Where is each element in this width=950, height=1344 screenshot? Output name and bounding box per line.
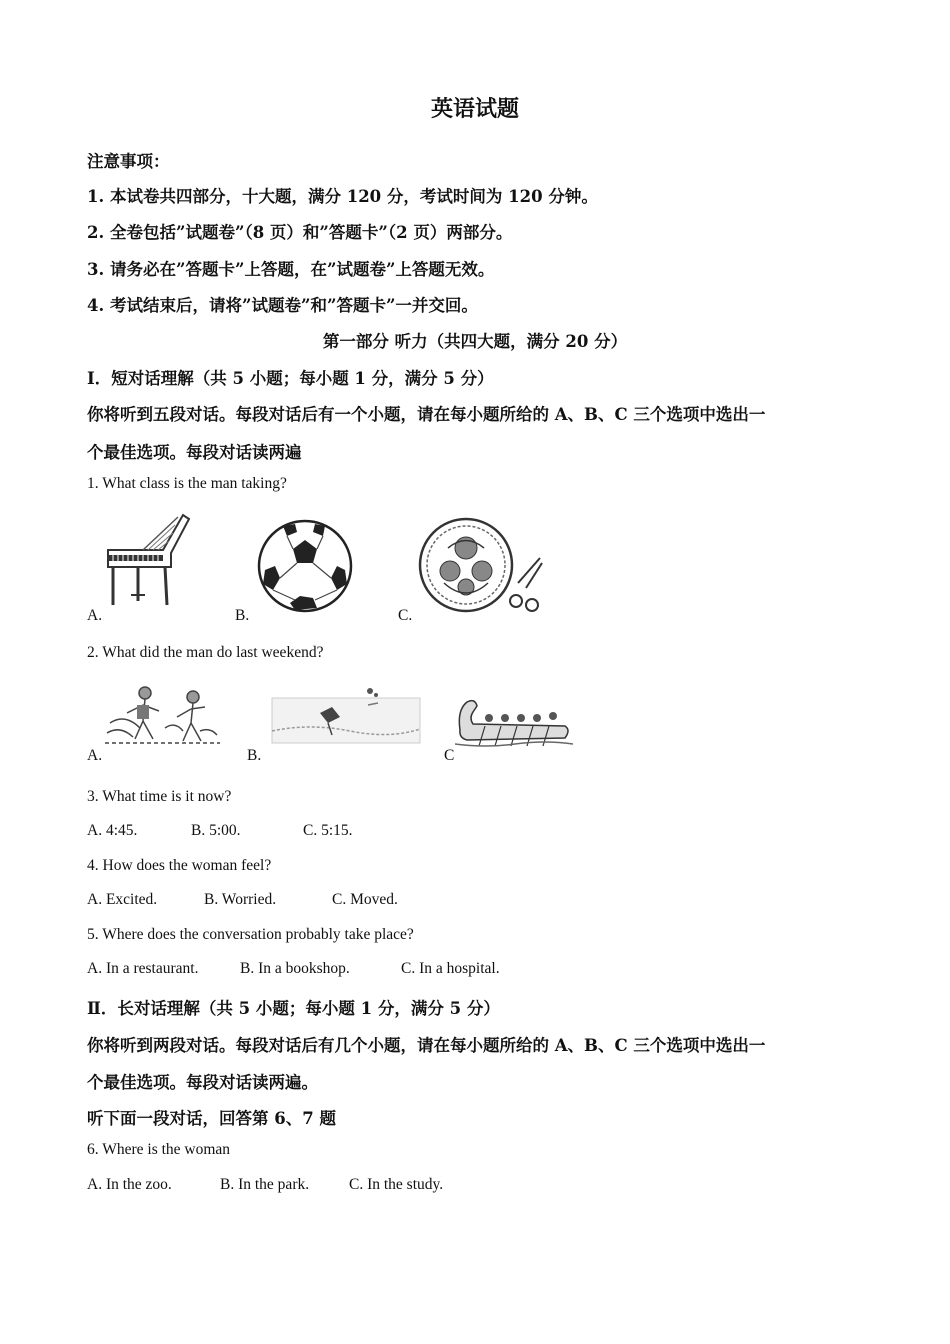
notice-item-3: 3. 请务必在”答题卡”上答题，在”试题卷”上答题无效。 <box>87 260 495 279</box>
q3-option-b[interactable]: B. 5:00. <box>191 822 241 839</box>
section2-sub-heading: 听下面一段对话，回答第 6、7 题 <box>87 1109 336 1128</box>
q6-option-b[interactable]: B. In the park. <box>220 1176 310 1193</box>
q5-option-a[interactable]: A. In a restaurant. <box>87 960 199 977</box>
q2-option-b[interactable]: B. <box>247 747 262 764</box>
section1-instruction-2: 个最佳选项。每段对话读两遍 <box>87 443 302 462</box>
q5-option-c[interactable]: C. In a hospital. <box>401 960 500 977</box>
q3-option-a[interactable]: A. 4:45. <box>87 822 138 839</box>
notice-item-4: 4. 考试结束后，请将”试题卷”和”答题卡”一并交回。 <box>87 296 478 315</box>
piano-image <box>103 505 193 610</box>
section2-instruction-2: 个最佳选项。每段对话读两遍。 <box>87 1073 318 1092</box>
section2-instruction-1: 你将听到两段对话。每段对话后有几个小题，请在每小题所给的 A、B、C 三个选项中选出一 <box>87 1036 766 1055</box>
q6-option-c[interactable]: C. In the study. <box>349 1176 444 1193</box>
question-3: 3. What time is it now? <box>87 788 232 805</box>
notice-heading: 注意事项： <box>87 152 170 171</box>
q4-option-b[interactable]: B. Worried. <box>204 891 277 908</box>
notice-item-1: 1. 本试卷共四部分，十大题，满分 120 分，考试时间为 120 分钟。 <box>87 187 598 206</box>
kite-flying-image <box>270 683 422 745</box>
question-6: 6. Where is the woman <box>87 1141 231 1158</box>
question-5: 5. Where does the conversation probably take place? <box>87 926 414 943</box>
q1-option-c[interactable]: C. <box>398 607 413 624</box>
notice-item-2: 2. 全卷包括”试题卷”（8 页）和”答题卡”（2 页）两部分。 <box>87 223 513 242</box>
section1-heading: Ⅰ．短对话理解（共 5 小题；每小题 1 分，满分 5 分） <box>87 369 494 388</box>
q5-option-b[interactable]: B. In a bookshop. <box>240 960 350 977</box>
question-2: 2. What did the man do last weekend? <box>87 644 324 661</box>
q1-option-b[interactable]: B. <box>235 607 250 624</box>
q6-option-a[interactable]: A. In the zoo. <box>87 1176 172 1193</box>
section2-heading: Ⅱ．长对话理解（共 5 小题；每小题 1 分，满分 5 分） <box>87 999 500 1018</box>
hiking-people-image <box>105 683 220 745</box>
paper-cutting-image <box>418 513 553 618</box>
q2-option-a[interactable]: A. <box>87 747 103 764</box>
q4-option-c[interactable]: C. Moved. <box>332 891 398 908</box>
question-1: 1. What class is the man taking? <box>87 475 287 492</box>
q3-option-c[interactable]: C. 5:15. <box>303 822 353 839</box>
q1-option-a[interactable]: A. <box>87 607 103 624</box>
dragon-boat-image <box>455 690 573 750</box>
page-title: 英语试题 <box>430 96 519 122</box>
q4-option-a[interactable]: A. Excited. <box>87 891 158 908</box>
q2-option-c[interactable]: C <box>444 747 455 764</box>
soccer-ball-image <box>255 518 355 613</box>
question-4: 4. How does the woman feel? <box>87 857 272 874</box>
part1-heading: 第一部分 听力（共四大题，满分 20 分） <box>322 332 628 351</box>
section1-instruction-1: 你将听到五段对话。每段对话后有一个小题，请在每小题所给的 A、B、C 三个选项中选出一 <box>87 405 766 424</box>
